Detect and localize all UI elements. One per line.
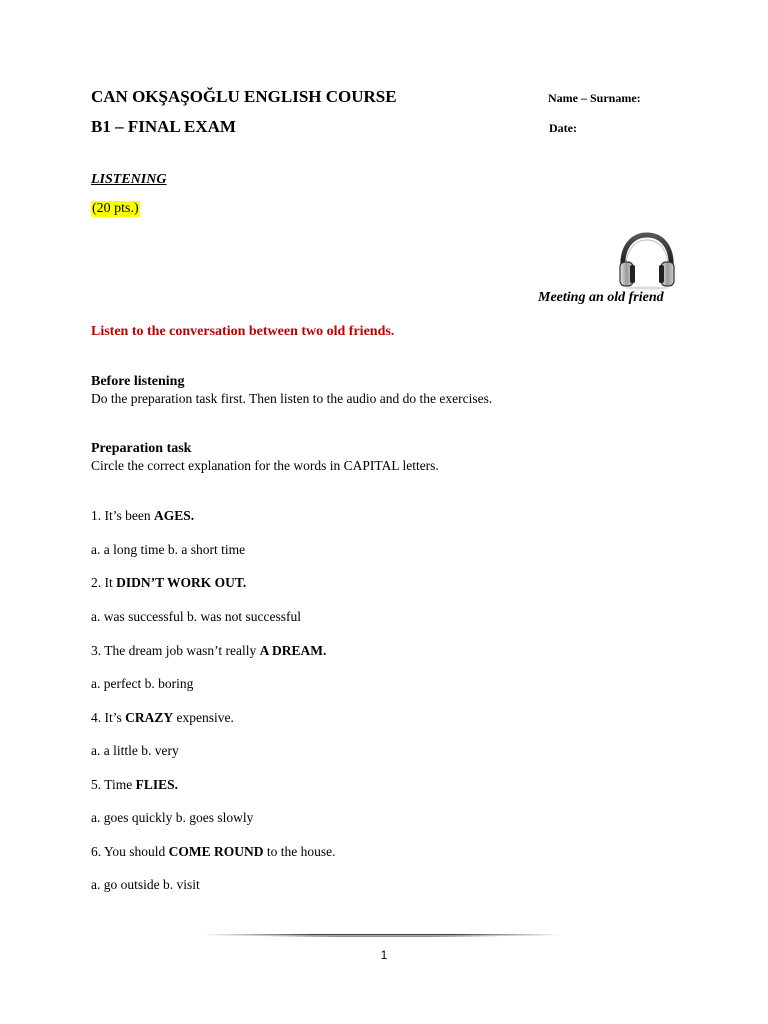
listening-instruction: Listen to the conversation between two old friends. xyxy=(91,324,395,339)
date-label: Date: xyxy=(549,121,577,135)
question-3 xyxy=(91,643,326,659)
question-1-options[interactable]: a. a long time b. a short time xyxy=(91,542,246,557)
name-surname-label: Name – Surname: xyxy=(548,91,641,105)
section-title: LISTENING xyxy=(91,172,167,187)
preparation-heading: Preparation task xyxy=(91,441,192,456)
question-3-options[interactable]: a. perfect b. boring xyxy=(91,676,194,691)
before-listening-heading: Before listening xyxy=(91,374,185,389)
page-number: 1 xyxy=(380,948,388,962)
course-title: CAN OKŞAŞOĞLU ENGLISH COURSE xyxy=(91,87,397,106)
question-text: 2. It xyxy=(91,575,117,590)
question-keyword: CRAZY xyxy=(125,710,174,725)
question-text: 6. You should xyxy=(91,844,169,859)
question-keyword: FLIES. xyxy=(135,777,179,792)
footer-divider xyxy=(205,931,562,939)
preparation-text: Circle the correct explanation for the words in CAPITAL letters. xyxy=(91,458,439,473)
question-4 xyxy=(91,710,234,726)
before-listening-text: Do the preparation task first. Then listen to the audio and do the exercises. xyxy=(91,391,493,406)
headphones-icon xyxy=(617,232,677,290)
question-text: 4. It’s xyxy=(91,710,126,725)
question-5-options[interactable]: a. goes quickly b. goes slowly xyxy=(91,810,254,825)
question-text: expensive. xyxy=(173,710,234,725)
question-text: to the house. xyxy=(263,844,336,859)
question-2 xyxy=(91,575,246,591)
image-caption: Meeting an old friend xyxy=(538,290,664,305)
question-keyword: COME ROUND xyxy=(168,844,264,859)
question-4-options[interactable]: a. a little b. very xyxy=(91,743,179,758)
question-5 xyxy=(91,777,178,793)
question-keyword: DIDN’T WORK OUT. xyxy=(116,575,247,590)
points-badge: (20 pts.) xyxy=(92,201,139,216)
question-keyword: AGES. xyxy=(154,508,195,523)
exam-title: B1 – FINAL EXAM xyxy=(91,117,236,136)
question-text: 3. The dream job wasn’t really xyxy=(91,643,260,658)
question-2-options[interactable]: a. was successful b. was not successful xyxy=(91,609,301,624)
question-text: 1. It’s been xyxy=(91,508,154,523)
question-6 xyxy=(91,844,336,860)
question-1 xyxy=(91,508,194,524)
question-text: 5. Time xyxy=(91,777,136,792)
question-6-options[interactable]: a. go outside b. visit xyxy=(91,877,200,892)
question-keyword: A DREAM. xyxy=(259,643,327,658)
